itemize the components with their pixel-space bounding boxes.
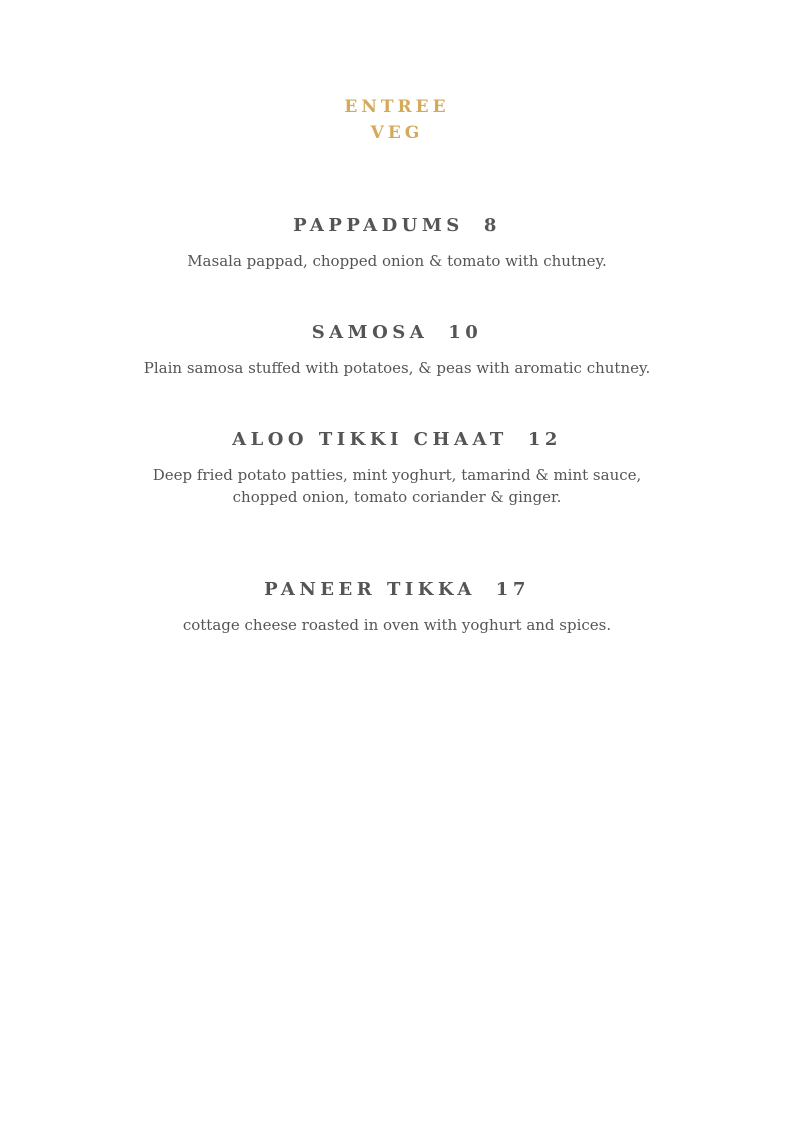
menu-item-aloo-tikki-chaat — [0, 428, 794, 508]
item-heading — [0, 321, 794, 345]
item-heading — [0, 578, 794, 602]
menu-item-samosa — [0, 321, 794, 379]
item-name: ALOO TIKKI CHAAT — [232, 429, 508, 450]
item-price: 12 — [527, 429, 562, 450]
item-name: SAMOSA — [311, 322, 429, 343]
item-price: 8 — [483, 215, 501, 236]
item-description: Plain samosa stuffed with potatoes, & peas with aromatic chutney. — [143, 359, 651, 377]
menu-item-paneer-tikka — [0, 578, 794, 636]
section-subtitle: VEG — [370, 123, 424, 143]
item-description: Masala pappad, chopped onion & tomato with chutney. — [187, 252, 607, 270]
item-description: cottage cheese roasted in oven with yoghurt and spices. — [182, 616, 612, 634]
item-heading — [0, 428, 794, 452]
item-price: 17 — [495, 579, 530, 600]
menu-section-header — [0, 94, 794, 146]
item-name: PAPPADUMS — [293, 215, 464, 236]
item-name: PANEER TIKKA — [264, 579, 476, 600]
section-title: ENTREE — [344, 97, 450, 117]
item-price: 10 — [448, 322, 483, 343]
menu-item-pappadums — [0, 214, 794, 272]
item-description: Deep fried potato patties, mint yoghurt, tamarind & mint sauce, chopped onion, tomato coriander & ginger. — [152, 466, 642, 506]
item-heading — [0, 214, 794, 238]
